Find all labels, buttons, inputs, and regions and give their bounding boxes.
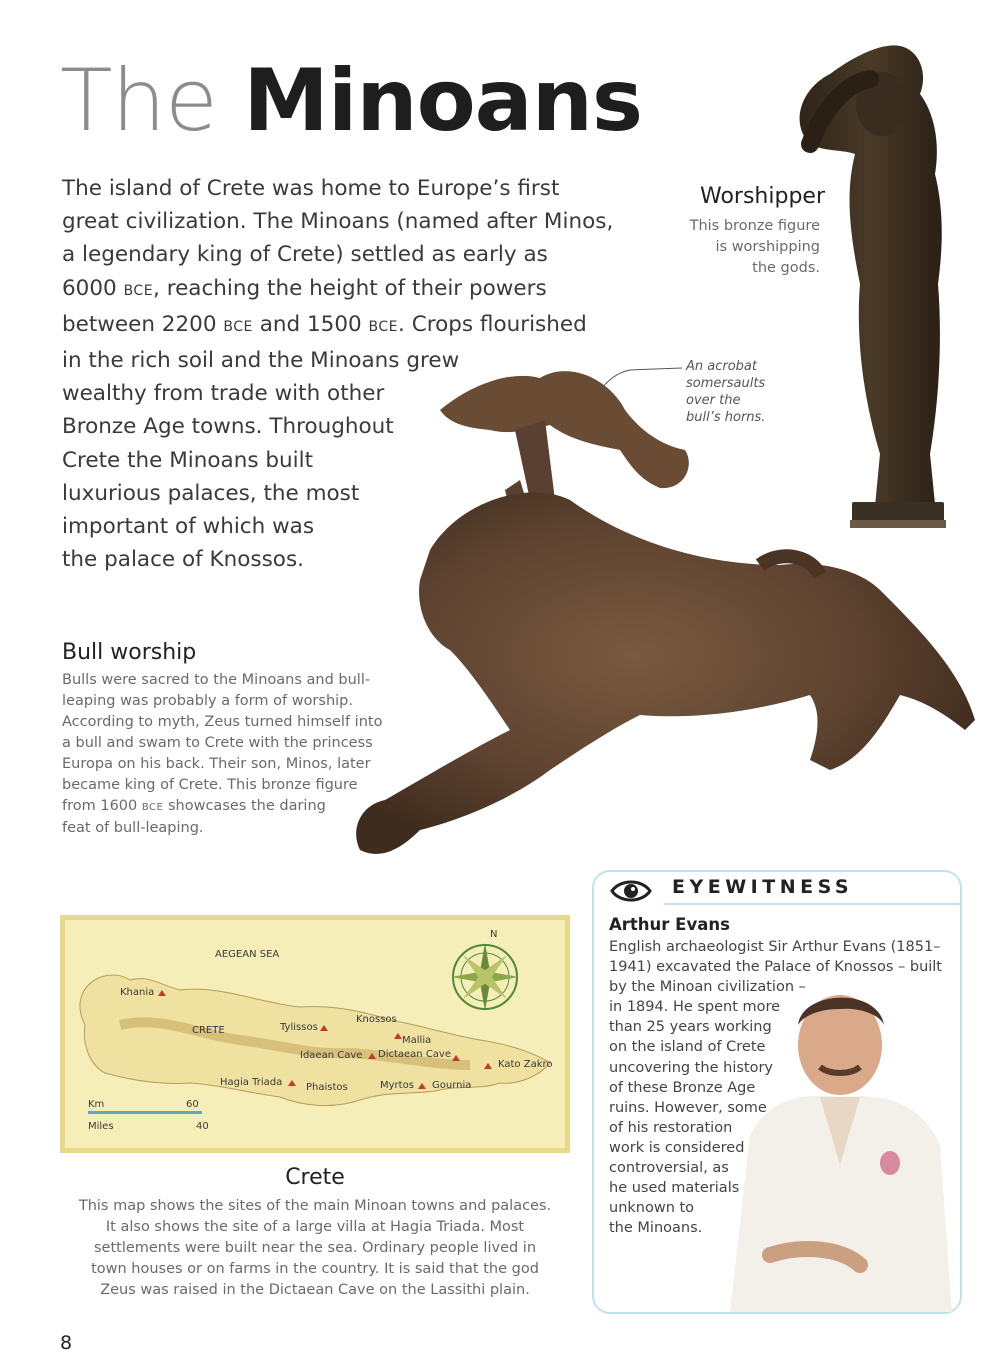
intro-line: Bronze Age towns. Throughout — [62, 414, 394, 440]
intro-line: luxurious palaces, the most — [62, 480, 360, 506]
crete-heading: Crete — [285, 1165, 345, 1190]
caption-line: Europa on his back. Their son, Minos, later — [62, 756, 371, 772]
intro-line: Crete the Minoans built — [62, 447, 314, 473]
text-line: unknown to — [609, 1200, 695, 1217]
caption-line: settlements were built near the sea. Ordinary people lived in — [93, 1240, 537, 1256]
intro-line: important of which was — [62, 514, 315, 540]
caption-line: became king of Crete. This bronze figure — [62, 777, 358, 793]
bull-worship-heading: Bull worship — [62, 640, 197, 665]
caption-line: bull’s horns. — [686, 410, 766, 425]
era-abbrev: BCE — [368, 318, 399, 335]
scale-miles-label: Miles — [88, 1121, 114, 1132]
intro-line: a legendary king of Crete) settled as early as — [62, 242, 548, 268]
caption-line: According to myth, Zeus turned himself into — [62, 714, 383, 730]
map-label-hagia-triada: Hagia Triada — [220, 1077, 283, 1088]
crete-caption — [60, 1196, 570, 1301]
intro-line: great civilization. The Minoans (named after Minos, — [62, 209, 614, 235]
intro-text: . Crops flourished — [398, 311, 587, 337]
era-abbrev: BCE — [123, 282, 154, 299]
caption-line: the gods. — [752, 260, 820, 276]
scale-bar — [88, 1111, 202, 1114]
caption-text: from 1600 — [62, 798, 138, 814]
scale-km-label: Km — [88, 1099, 105, 1110]
intro-line — [62, 272, 632, 308]
map-label-north: N — [490, 929, 498, 940]
caption-line: Bulls were sacred to the Minoans and bull- — [62, 672, 371, 688]
caption-line: feat of bull-leaping. — [62, 820, 204, 836]
intro-text: 6000 — [62, 275, 117, 301]
intro-line — [62, 308, 632, 344]
caption-line: leaping was probably a form of worship. — [62, 693, 353, 709]
bull-leaper-bronze-image — [340, 350, 980, 900]
arthur-evans-heading: Arthur Evans — [609, 915, 730, 934]
intro-line: wealthy from trade with other — [62, 381, 385, 407]
caption-line: It also shows the site of a large villa at Hagia Triada. Most — [105, 1219, 525, 1235]
text-line: he used materials — [609, 1180, 740, 1197]
text-line: than 25 years working — [609, 1019, 772, 1036]
map-label-sea: AEGEAN SEA — [215, 949, 280, 960]
intro-line: The island of Crete was home to Europe’s first — [62, 176, 560, 201]
map-label-mallia: Mallia — [402, 1035, 432, 1046]
intro-line: the palace of Knossos. — [62, 547, 305, 573]
acrobat-leader-line — [600, 360, 690, 390]
arthur-evans-portrait-image — [690, 985, 960, 1312]
caption-line: is worshipping — [715, 239, 820, 255]
text-line: controversial, as — [609, 1160, 729, 1177]
text-line: on the island of Crete — [609, 1039, 766, 1056]
caption-line: Zeus was raised in the Dictaean Cave on the Lassithi plain. — [100, 1282, 530, 1298]
caption-line — [62, 796, 402, 818]
acrobat-caption — [686, 358, 826, 426]
eye-icon — [608, 875, 654, 907]
map-label-gournia: Gournia — [432, 1080, 472, 1091]
bull-worship-caption — [62, 670, 402, 839]
caption-line: somersaults — [686, 376, 766, 391]
text-line: English archaeologist Sir Arthur Evans (1851– — [609, 939, 941, 955]
text-line: uncovering the history — [609, 1059, 773, 1076]
map-label-knossos: Knossos — [356, 1014, 397, 1025]
crete-map — [60, 915, 570, 1153]
caption-line: a bull and swam to Crete with the princess — [62, 735, 373, 751]
text-line: 1941) excavated the Palace of Knossos – built — [609, 959, 942, 976]
caption-line: town houses or on farms in the country. It is said that the god — [91, 1261, 539, 1277]
eyewitness-rule — [664, 903, 960, 905]
crete-map-svg — [60, 915, 570, 1153]
text-line: work is considered — [609, 1139, 745, 1156]
scale-miles-value: 40 — [196, 1121, 209, 1132]
text-line: ruins. However, some — [609, 1099, 767, 1116]
map-label-crete: CRETE — [192, 1025, 225, 1036]
caption-text: showcases the daring — [167, 798, 326, 814]
text-line: the Minoans. — [609, 1220, 703, 1237]
caption-line: This bronze figure — [689, 218, 820, 234]
text-line: of his restoration — [609, 1119, 733, 1136]
title-the: The — [60, 51, 217, 151]
map-label-khania: Khania — [120, 987, 155, 998]
era-abbrev: BCE — [223, 318, 253, 335]
map-label-idaean-cave: Idaean Cave — [300, 1050, 363, 1061]
title-minoans: Minoans — [243, 51, 643, 151]
map-label-tylissos: Tylissos — [280, 1022, 318, 1033]
scale-km-value: 60 — [186, 1099, 199, 1110]
page-number: 8 — [60, 1332, 73, 1354]
intro-text: between 2200 — [62, 311, 217, 337]
text-line: of these Bronze Age — [609, 1079, 756, 1096]
intro-text: , reaching the height of their powers — [153, 275, 547, 301]
worshipper-caption — [600, 216, 820, 279]
eyewitness-label: EYEWITNESS — [672, 876, 854, 898]
era-abbrev: BCE — [141, 802, 164, 813]
caption-line: over the — [686, 393, 741, 408]
intro-text: and 1500 — [259, 311, 362, 337]
map-label-dictaean-cave: Dictaean Cave — [378, 1049, 452, 1060]
caption-line: An acrobat — [686, 359, 757, 374]
map-label-myrtos: Myrtos — [380, 1080, 414, 1091]
intro-line: in the rich soil and the Minoans grew — [62, 348, 460, 374]
page-title — [60, 51, 643, 151]
caption-line: This map shows the sites of the main Minoan towns and palaces. — [78, 1198, 552, 1214]
text-line: by the Minoan civilization – — [609, 979, 806, 996]
map-label-kato-zakro: Kato Zakro — [498, 1059, 553, 1070]
worshipper-heading: Worshipper — [700, 184, 825, 209]
map-label-phaistos: Phaistos — [306, 1082, 348, 1093]
text-line: in 1894. He spent more — [609, 999, 781, 1016]
